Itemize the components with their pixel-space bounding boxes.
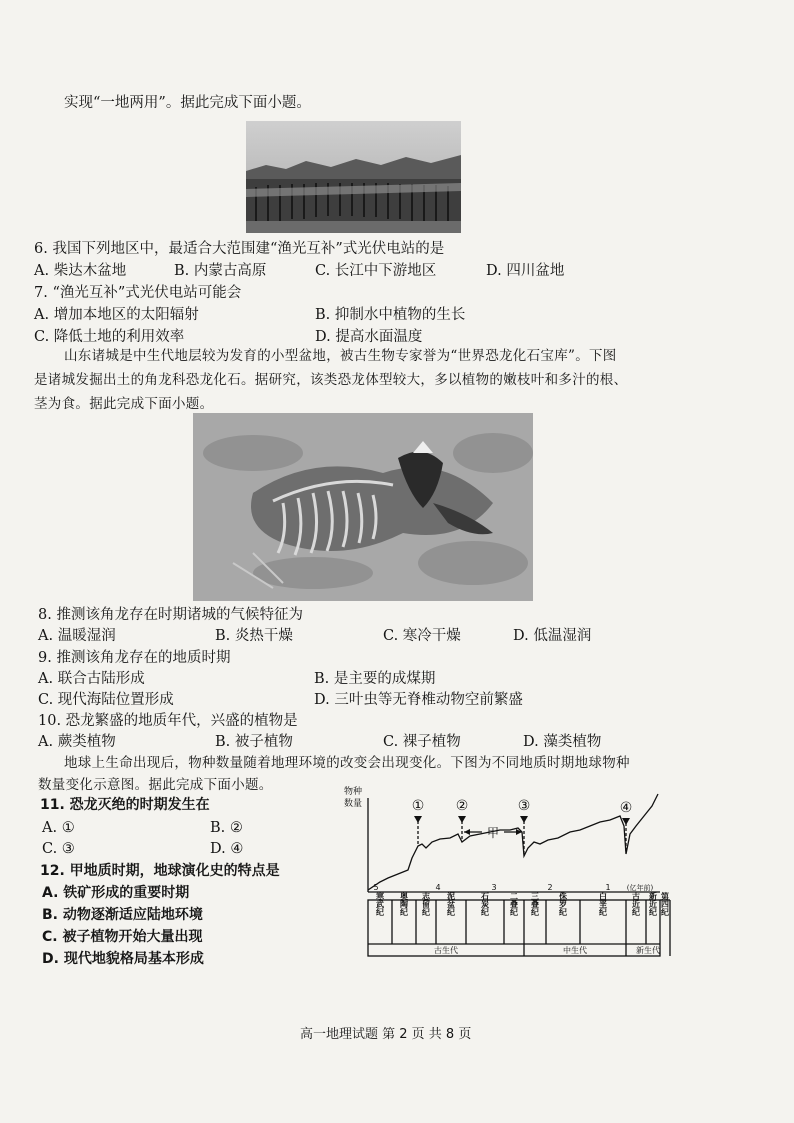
passage-2-line-1: 山东诸城是中生代地层较为发育的小型盆地，被古生物专家誉为“世界恐龙化石宝库”。下图	[64, 348, 617, 364]
marker-1: ①	[411, 798, 425, 814]
question-10-option-b[interactable]: B. 被子植物	[215, 734, 293, 750]
question-6-option-b[interactable]: B. 内蒙古高原	[174, 263, 267, 279]
question-11-option-b[interactable]: B. ②	[210, 820, 243, 836]
question-8-option-c[interactable]: C. 寒冷干燥	[383, 628, 461, 644]
passage-3-line-1: 地球上生命出现后，物种数量随着地理环境的改变会出现变化。下图为不同地质时期地球物种	[64, 755, 630, 771]
period-silurian: 志留纪	[421, 892, 431, 916]
question-12-option-d[interactable]: D. 现代地貌格局基本形成	[42, 951, 204, 967]
solar-farm-image	[246, 121, 461, 233]
question-9-option-d[interactable]: D. 三叶虫等无脊椎动物空前繁盛	[314, 692, 523, 708]
era-paleozoic: 古生代	[434, 946, 458, 955]
question-8-option-a[interactable]: A. 温暖湿润	[38, 628, 116, 644]
question-10-option-d[interactable]: D. 藻类植物	[523, 734, 602, 750]
period-paleogene: 古近纪	[631, 892, 641, 916]
marker-2: ②	[455, 798, 469, 814]
tick-3: 3	[491, 883, 497, 892]
question-6-option-d[interactable]: D. 四川盆地	[486, 263, 565, 279]
era-cenozoic: 新生代	[636, 946, 660, 955]
period-neogene: 新近纪	[648, 892, 658, 916]
period-carboniferous: 石炭纪	[480, 892, 490, 916]
page-footer: 高一地理试题 第 2 页 共 8 页	[300, 1027, 472, 1042]
passage-3-line-2: 数量变化示意图。据此完成下面小题。	[38, 777, 273, 793]
question-12-option-a[interactable]: A. 铁矿形成的重要时期	[42, 885, 190, 901]
question-11-option-d[interactable]: D. ④	[210, 841, 244, 857]
question-7-option-b[interactable]: B. 抑制水中植物的生长	[315, 307, 466, 323]
period-ordovician: 奥陶纪	[399, 892, 409, 916]
fossil-image	[193, 413, 533, 601]
question-12-option-b[interactable]: B. 动物逐渐适应陆地环境	[42, 907, 203, 923]
tick-5: 5	[373, 883, 379, 892]
period-quaternary: 第四纪	[660, 892, 670, 916]
question-6-option-a[interactable]: A. 柴达木盆地	[34, 263, 127, 279]
question-8-option-d[interactable]: D. 低温湿润	[513, 628, 592, 644]
time-unit-label: (亿年前)	[626, 884, 654, 892]
question-11-option-c[interactable]: C. ③	[42, 841, 75, 857]
question-7-stem: 7. “渔光互补”式光伏电站可能会	[34, 285, 242, 301]
fossil-photo	[193, 413, 533, 601]
question-11-stem: 11. 恐龙灭绝的时期发生在	[40, 797, 210, 813]
period-jia-label: 甲	[486, 826, 500, 840]
question-11-option-a[interactable]: A. ①	[42, 820, 75, 836]
period-jurassic: 侏罗纪	[558, 892, 568, 916]
passage-2-line-2: 是诸城发掘出土的角龙科恐龙化石。据研究，该类恐龙体型较大，多以植物的嫩枝叶和多汁的根、	[34, 372, 628, 388]
period-cambrian: 寒武纪	[375, 892, 385, 916]
period-permian: 二叠纪	[509, 892, 519, 916]
question-9-option-a[interactable]: A. 联合古陆形成	[38, 671, 145, 687]
era-mesozoic: 中生代	[563, 946, 587, 955]
question-7-option-c[interactable]: C. 降低土地的利用效率	[34, 329, 185, 345]
passage-tail: 实现“一地两用”。据此完成下面小题。	[64, 95, 311, 111]
question-7-option-a[interactable]: A. 增加本地区的太阳辐射	[34, 307, 199, 323]
solar-farm-photo	[246, 121, 461, 233]
question-12-stem: 12. 甲地质时期，地球演化史的特点是	[40, 863, 280, 879]
question-6-option-c[interactable]: C. 长江中下游地区	[315, 263, 437, 279]
question-7-option-d[interactable]: D. 提高水面温度	[315, 329, 423, 345]
question-9-option-c[interactable]: C. 现代海陆位置形成	[38, 692, 174, 708]
period-triassic: 三叠纪	[530, 892, 540, 916]
marker-4: ④	[619, 800, 633, 816]
question-10-option-a[interactable]: A. 蕨类植物	[38, 734, 116, 750]
y-axis-label-line-1: 物种	[344, 787, 363, 797]
question-8-option-b[interactable]: B. 炎热干燥	[215, 628, 293, 644]
question-6-stem: 6. 我国下列地区中，最适合大范围建“渔光互补”式光伏电站的是	[34, 241, 445, 257]
passage-2-line-3: 茎为食。据此完成下面小题。	[34, 396, 214, 412]
period-cretaceous: 白垩纪	[598, 892, 608, 916]
question-10-stem: 10. 恐龙繁盛的地质年代，兴盛的植物是	[38, 713, 298, 729]
marker-3: ③	[517, 798, 531, 814]
species-count-diagram	[340, 782, 685, 974]
period-devonian: 泥盆纪	[446, 892, 456, 916]
question-9-option-b[interactable]: B. 是主要的成煤期	[314, 671, 436, 687]
tick-2: 2	[547, 883, 553, 892]
y-axis-label-line-2: 数量	[344, 799, 363, 809]
tick-4: 4	[435, 883, 441, 892]
question-9-stem: 9. 推测该角龙存在的地质时期	[38, 650, 231, 666]
question-12-option-c[interactable]: C. 被子植物开始大量出现	[42, 929, 203, 945]
tick-1: 1	[605, 883, 611, 892]
question-10-option-c[interactable]: C. 裸子植物	[383, 734, 461, 750]
question-8-stem: 8. 推测该角龙存在时期诸城的气候特征为	[38, 607, 303, 623]
